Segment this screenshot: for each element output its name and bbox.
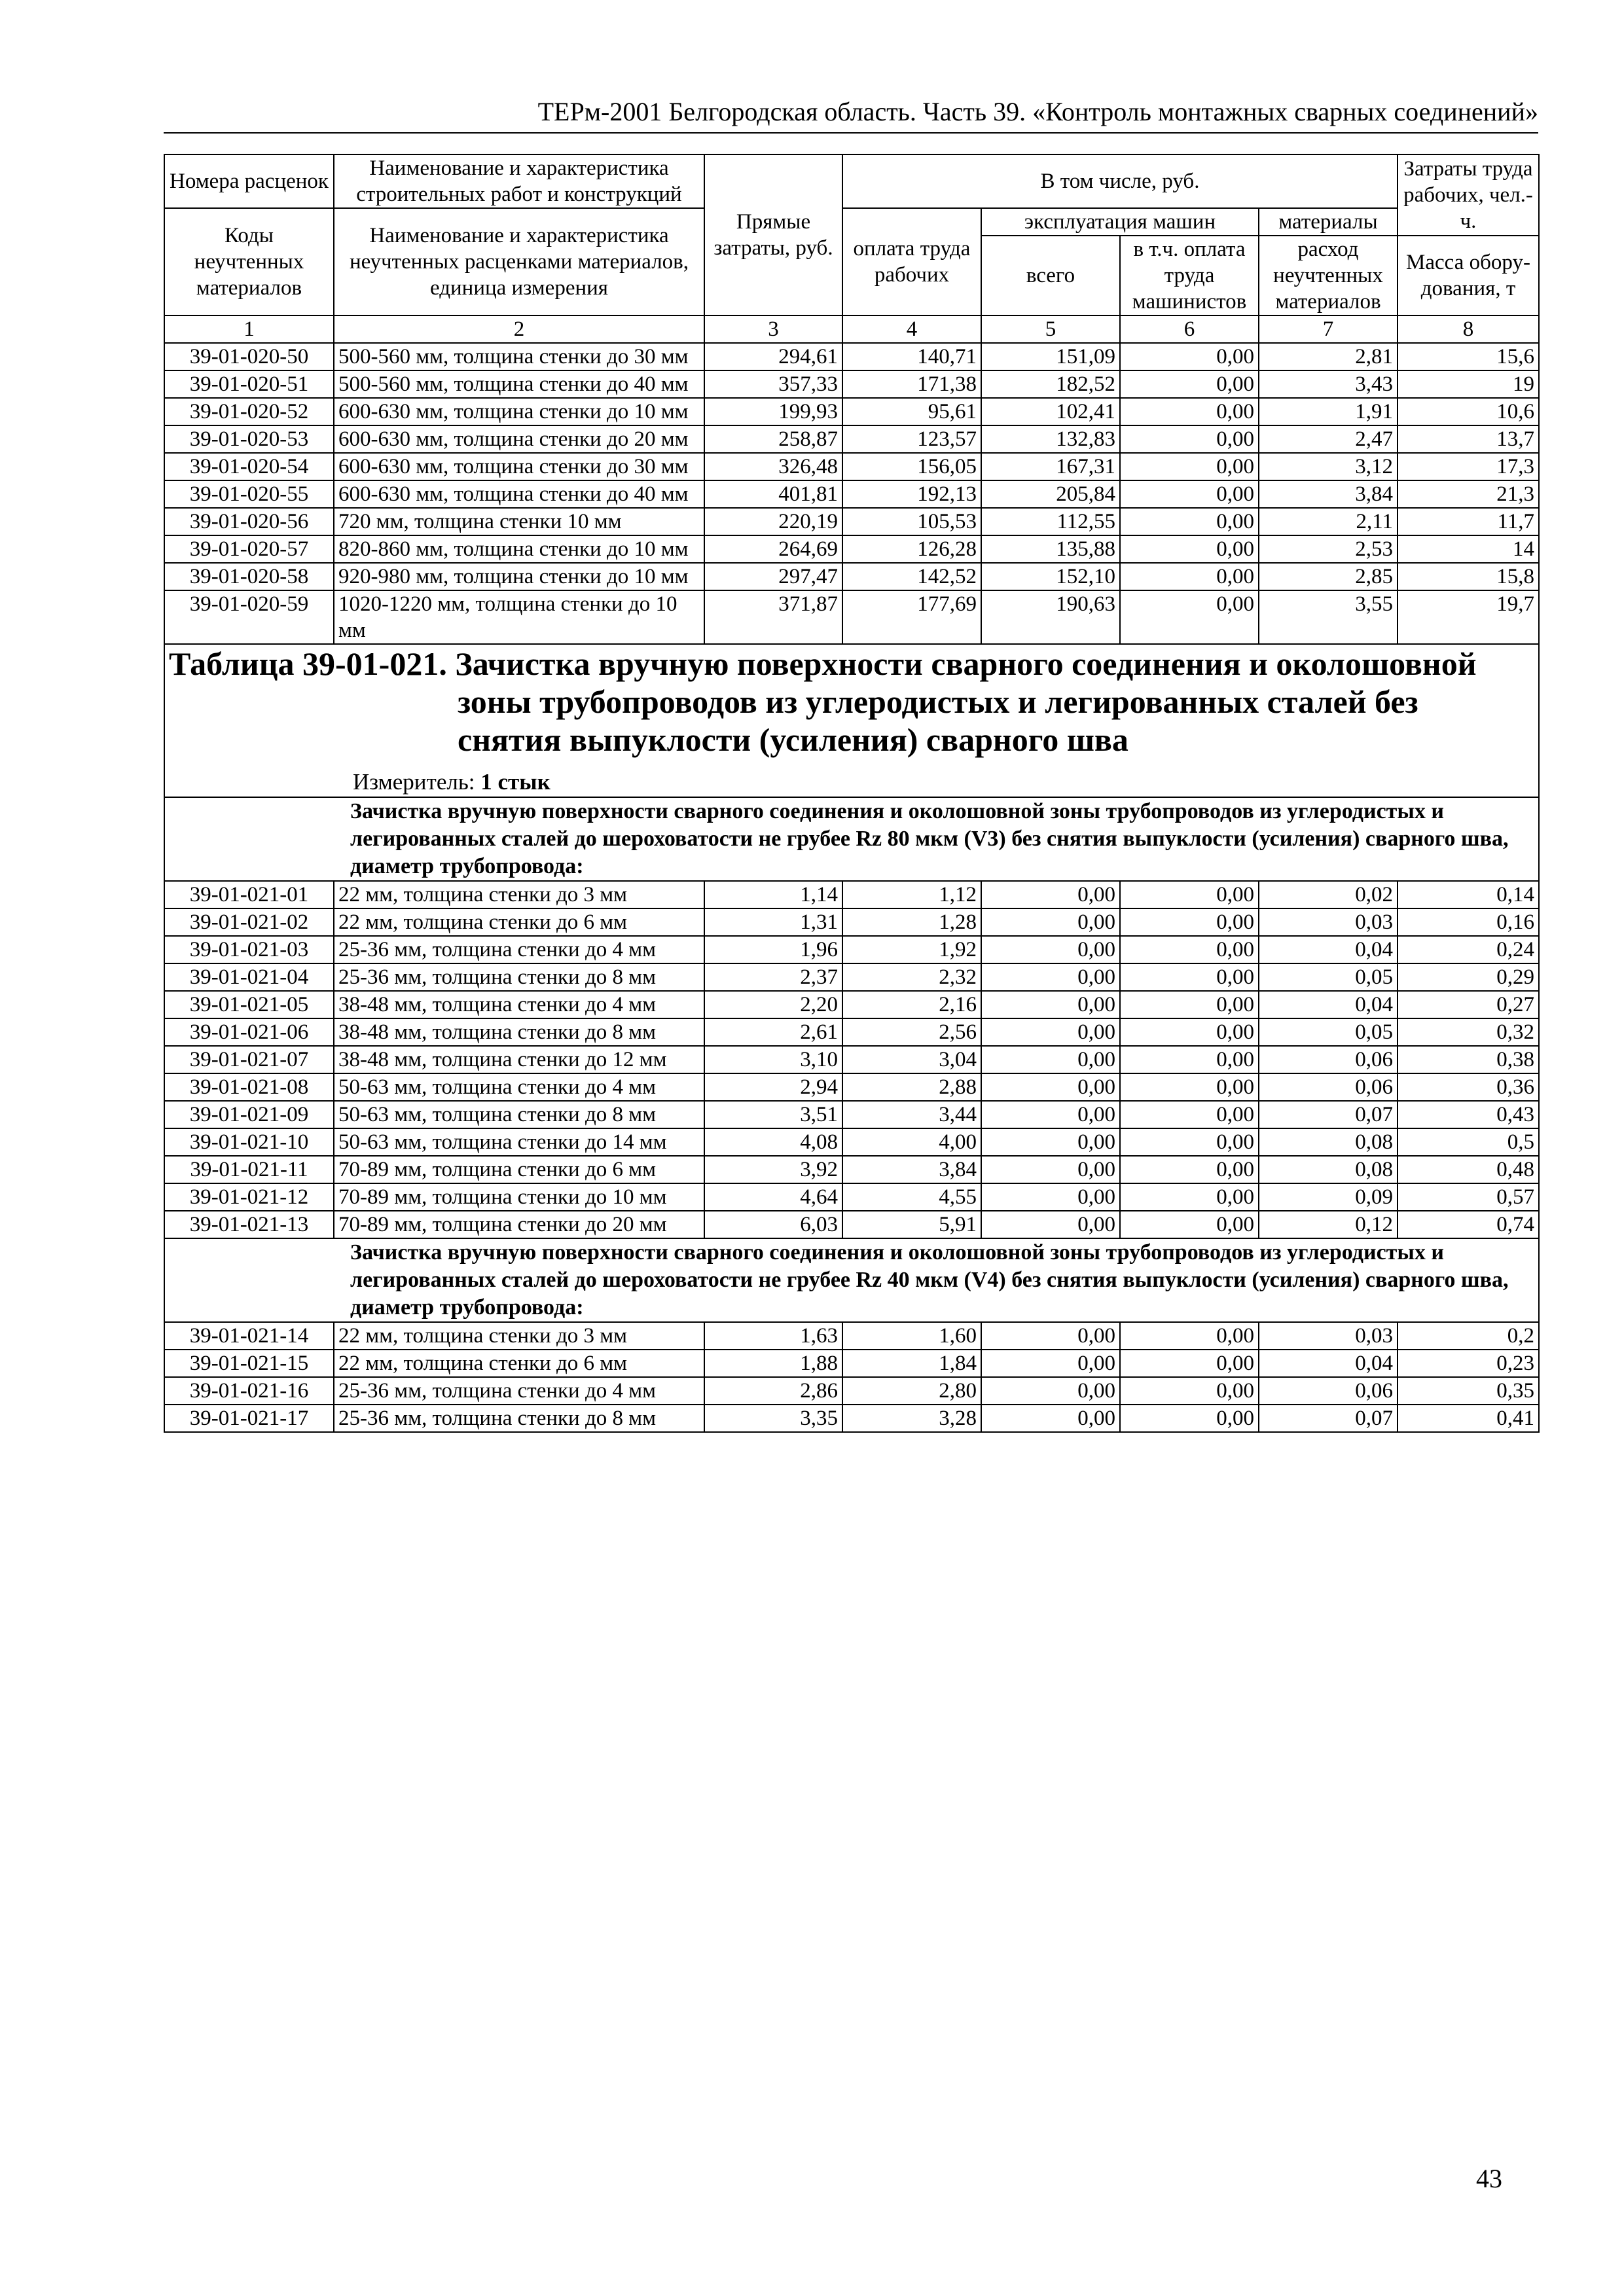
rate-code: 39-01-021-14 — [164, 1322, 334, 1350]
direct-cost-value: 357,33 — [704, 370, 842, 398]
materials-value: 0,04 — [1259, 936, 1398, 963]
machinist-pay-value: 0,00 — [1120, 963, 1259, 991]
table-row — [164, 398, 1539, 425]
col-name-bottom: Наименование и характеристика неучтенных расценками материалов, единица измерения — [334, 208, 704, 315]
machinist-pay-value: 0,00 — [1120, 1405, 1259, 1432]
direct-cost-value: 2,94 — [704, 1073, 842, 1101]
labor-pay-value: 156,05 — [842, 453, 981, 480]
labor-pay-value: 3,44 — [842, 1101, 981, 1128]
work-description: 22 мм, толщина стенки до 6 мм — [334, 1350, 704, 1377]
table-row — [164, 480, 1539, 508]
machines-total-value: 135,88 — [981, 535, 1120, 563]
subsection-heading-v4: Зачистка вручную поверхности сварного соединения и околошовной зоны трубопроводов из углеродистых и легированных сталей до шероховатости не грубее Rz 40 мкм (V4) без снятия выпуклости (усиления) сварного шва, диаметр трубопровода: — [164, 1238, 1539, 1322]
work-description: 22 мм, толщина стенки до 3 мм — [334, 1322, 704, 1350]
labor-hours-value: 0,2 — [1398, 1322, 1539, 1350]
labor-pay-value: 1,60 — [842, 1322, 981, 1350]
table-title-prefix: Таблица 39-01-021. — [169, 645, 447, 682]
labor-hours-value: 0,57 — [1398, 1183, 1539, 1211]
machinist-pay-value: 0,00 — [1120, 453, 1259, 480]
machinist-pay-value: 0,00 — [1120, 343, 1259, 370]
direct-cost-value: 326,48 — [704, 453, 842, 480]
labor-pay-value: 105,53 — [842, 508, 981, 535]
col-machines-total: всего — [981, 236, 1120, 315]
work-description: 1020-1220 мм, толщина стенки до 10 мм — [334, 590, 704, 644]
labor-pay-value: 1,92 — [842, 936, 981, 963]
direct-cost-value: 297,47 — [704, 563, 842, 590]
running-header: ТЕРм-2001 Белгородская область. Часть 39. «Контроль монтажных сварных соединений» — [164, 92, 1538, 134]
labor-hours-value: 0,35 — [1398, 1377, 1539, 1405]
direct-cost-value: 6,03 — [704, 1211, 842, 1238]
column-number: 5 — [981, 315, 1120, 343]
work-description: 25-36 мм, толщина стенки до 8 мм — [334, 963, 704, 991]
labor-hours-value: 0,23 — [1398, 1350, 1539, 1377]
table-row — [164, 1018, 1539, 1046]
machines-total-value: 0,00 — [981, 936, 1120, 963]
machines-total-value: 0,00 — [981, 1046, 1120, 1073]
labor-pay-value: 5,91 — [842, 1211, 981, 1238]
table-row — [164, 1322, 1539, 1350]
rate-code: 39-01-021-12 — [164, 1183, 334, 1211]
labor-hours-value: 19,7 — [1398, 590, 1539, 644]
rate-code: 39-01-020-51 — [164, 370, 334, 398]
direct-cost-value: 220,19 — [704, 508, 842, 535]
rate-code: 39-01-020-52 — [164, 398, 334, 425]
direct-cost-value: 1,88 — [704, 1350, 842, 1377]
materials-value: 0,06 — [1259, 1377, 1398, 1405]
column-number: 6 — [1120, 315, 1259, 343]
machines-total-value: 132,83 — [981, 425, 1120, 453]
machinist-pay-value: 0,00 — [1120, 480, 1259, 508]
machines-total-value: 0,00 — [981, 1073, 1120, 1101]
direct-cost-value: 401,81 — [704, 480, 842, 508]
table-row — [164, 963, 1539, 991]
machinist-pay-value: 0,00 — [1120, 936, 1259, 963]
rate-code: 39-01-021-10 — [164, 1128, 334, 1156]
machinist-pay-value: 0,00 — [1120, 1046, 1259, 1073]
labor-pay-value: 177,69 — [842, 590, 981, 644]
machines-total-value: 205,84 — [981, 480, 1120, 508]
machinist-pay-value: 0,00 — [1120, 1073, 1259, 1101]
machinist-pay-value: 0,00 — [1120, 1018, 1259, 1046]
labor-pay-value: 2,56 — [842, 1018, 981, 1046]
materials-value: 2,85 — [1259, 563, 1398, 590]
materials-value: 0,05 — [1259, 1018, 1398, 1046]
direct-cost-value: 199,93 — [704, 398, 842, 425]
labor-hours-value: 0,38 — [1398, 1046, 1539, 1073]
materials-value: 3,55 — [1259, 590, 1398, 644]
labor-pay-value: 2,80 — [842, 1377, 981, 1405]
col-code-bottom: Коды неучтенных материалов — [164, 208, 334, 315]
materials-value: 0,06 — [1259, 1073, 1398, 1101]
machines-total-value: 0,00 — [981, 1405, 1120, 1432]
labor-hours-value: 0,24 — [1398, 936, 1539, 963]
machines-total-value: 102,41 — [981, 398, 1120, 425]
direct-cost-value: 371,87 — [704, 590, 842, 644]
labor-pay-value: 126,28 — [842, 535, 981, 563]
work-description: 38-48 мм, толщина стенки до 4 мм — [334, 991, 704, 1018]
rate-code: 39-01-021-07 — [164, 1046, 334, 1073]
work-description: 25-36 мм, толщина стенки до 8 мм — [334, 1405, 704, 1432]
table-row — [164, 370, 1539, 398]
machinist-pay-value: 0,00 — [1120, 1101, 1259, 1128]
labor-pay-value: 4,00 — [842, 1128, 981, 1156]
table-title-line2: зоны трубопроводов из углеродистых и легированных сталей без — [458, 683, 1418, 720]
subsection-2 — [164, 1238, 1539, 1322]
table-row — [164, 1156, 1539, 1183]
machinist-pay-value: 0,00 — [1120, 590, 1259, 644]
work-description: 600-630 мм, толщина стенки до 20 мм — [334, 425, 704, 453]
column-number-row — [164, 315, 1539, 343]
direct-cost-value: 3,35 — [704, 1405, 842, 1432]
labor-pay-value: 1,28 — [842, 908, 981, 936]
machines-total-value: 0,00 — [981, 1156, 1120, 1183]
work-description: 500-560 мм, толщина стенки до 30 мм — [334, 343, 704, 370]
machines-total-value: 0,00 — [981, 1350, 1120, 1377]
work-description: 70-89 мм, толщина стенки до 10 мм — [334, 1183, 704, 1211]
rate-code: 39-01-020-54 — [164, 453, 334, 480]
rate-code: 39-01-020-59 — [164, 590, 334, 644]
labor-hours-value: 17,3 — [1398, 453, 1539, 480]
table-title-section — [164, 644, 1539, 797]
column-number: 8 — [1398, 315, 1539, 343]
machines-total-value: 182,52 — [981, 370, 1120, 398]
table-title — [169, 645, 1534, 759]
col-direct-costs: Прямые затраты, руб. — [704, 154, 842, 315]
table-row — [164, 881, 1539, 908]
work-description: 600-630 мм, толщина стенки до 30 мм — [334, 453, 704, 480]
machinist-pay-value: 0,00 — [1120, 908, 1259, 936]
machinist-pay-value: 0,00 — [1120, 1350, 1259, 1377]
direct-cost-value: 3,10 — [704, 1046, 842, 1073]
machines-total-value: 0,00 — [981, 908, 1120, 936]
rate-code: 39-01-021-05 — [164, 991, 334, 1018]
materials-value: 0,07 — [1259, 1101, 1398, 1128]
direct-cost-value: 2,86 — [704, 1377, 842, 1405]
labor-pay-value: 3,84 — [842, 1156, 981, 1183]
rate-code: 39-01-021-02 — [164, 908, 334, 936]
work-description: 920-980 мм, толщина стенки до 10 мм — [334, 563, 704, 590]
materials-value: 0,03 — [1259, 908, 1398, 936]
labor-hours-value: 0,74 — [1398, 1211, 1539, 1238]
table-row — [164, 1377, 1539, 1405]
machinist-pay-value: 0,00 — [1120, 1377, 1259, 1405]
unit-label: Измеритель: — [353, 769, 475, 795]
direct-cost-value: 3,92 — [704, 1156, 842, 1183]
col-labor-cost: Затраты труда рабочих, чел.-ч. — [1398, 154, 1539, 236]
table-row — [164, 425, 1539, 453]
materials-value: 0,08 — [1259, 1156, 1398, 1183]
work-description: 600-630 мм, толщина стенки до 40 мм — [334, 480, 704, 508]
labor-pay-value: 2,32 — [842, 963, 981, 991]
work-description: 500-560 мм, толщина стенки до 40 мм — [334, 370, 704, 398]
labor-pay-value: 192,13 — [842, 480, 981, 508]
labor-pay-value: 2,16 — [842, 991, 981, 1018]
table-row — [164, 1128, 1539, 1156]
materials-value: 0,09 — [1259, 1183, 1398, 1211]
table-row — [164, 1211, 1539, 1238]
table-row — [164, 535, 1539, 563]
materials-value: 0,04 — [1259, 1350, 1398, 1377]
machinist-pay-value: 0,00 — [1120, 563, 1259, 590]
rows-021-v3 — [164, 881, 1539, 1238]
rate-code: 39-01-021-15 — [164, 1350, 334, 1377]
table-row — [164, 1183, 1539, 1211]
machines-total-value: 0,00 — [981, 1128, 1120, 1156]
machines-total-value: 167,31 — [981, 453, 1120, 480]
rows-020 — [164, 343, 1539, 644]
table-row — [164, 1350, 1539, 1377]
machinist-pay-value: 0,00 — [1120, 508, 1259, 535]
labor-pay-value: 2,88 — [842, 1073, 981, 1101]
col-materials: материалы — [1259, 208, 1398, 236]
table-row — [164, 590, 1539, 644]
labor-hours-value: 0,36 — [1398, 1073, 1539, 1101]
table-row — [164, 991, 1539, 1018]
materials-value: 0,04 — [1259, 991, 1398, 1018]
labor-pay-value: 171,38 — [842, 370, 981, 398]
labor-pay-value: 1,84 — [842, 1350, 981, 1377]
col-name-top: Наименование и характеристика строительных работ и конструкций — [334, 154, 704, 208]
direct-cost-value: 2,61 — [704, 1018, 842, 1046]
machines-total-value: 152,10 — [981, 563, 1120, 590]
work-description: 50-63 мм, толщина стенки до 8 мм — [334, 1101, 704, 1128]
table-title-line3: снятия выпуклости (усиления) сварного шва — [458, 721, 1128, 758]
labor-hours-value: 0,41 — [1398, 1405, 1539, 1432]
rate-code: 39-01-021-17 — [164, 1405, 334, 1432]
direct-cost-value: 1,14 — [704, 881, 842, 908]
machinist-pay-value: 0,00 — [1120, 1211, 1259, 1238]
materials-value: 0,06 — [1259, 1046, 1398, 1073]
machines-total-value: 0,00 — [981, 1211, 1120, 1238]
work-description: 820-860 мм, толщина стенки до 10 мм — [334, 535, 704, 563]
unit-value: 1 стык — [480, 769, 550, 795]
direct-cost-value: 3,51 — [704, 1101, 842, 1128]
rate-code: 39-01-020-58 — [164, 563, 334, 590]
work-description: 50-63 мм, толщина стенки до 4 мм — [334, 1073, 704, 1101]
col-code-top: Номера расценок — [164, 154, 334, 208]
column-number: 4 — [842, 315, 981, 343]
labor-pay-value: 123,57 — [842, 425, 981, 453]
labor-pay-value: 3,28 — [842, 1405, 981, 1432]
materials-value: 0,05 — [1259, 963, 1398, 991]
labor-hours-value: 15,6 — [1398, 343, 1539, 370]
materials-value: 3,84 — [1259, 480, 1398, 508]
column-number: 7 — [1259, 315, 1398, 343]
rows-021-v4 — [164, 1322, 1539, 1432]
machines-total-value: 0,00 — [981, 1322, 1120, 1350]
machinist-pay-value: 0,00 — [1120, 535, 1259, 563]
rates-table — [164, 154, 1540, 1433]
labor-hours-value: 0,43 — [1398, 1101, 1539, 1128]
machines-total-value: 151,09 — [981, 343, 1120, 370]
machinist-pay-value: 0,00 — [1120, 1322, 1259, 1350]
labor-hours-value: 0,14 — [1398, 881, 1539, 908]
rate-code: 39-01-021-16 — [164, 1377, 334, 1405]
materials-value: 2,47 — [1259, 425, 1398, 453]
direct-cost-value: 2,20 — [704, 991, 842, 1018]
table-row — [164, 1073, 1539, 1101]
machines-total-value: 0,00 — [981, 1018, 1120, 1046]
table-row — [164, 1101, 1539, 1128]
machines-total-value: 0,00 — [981, 991, 1120, 1018]
table-row — [164, 563, 1539, 590]
labor-pay-value: 3,04 — [842, 1046, 981, 1073]
materials-value: 0,12 — [1259, 1211, 1398, 1238]
direct-cost-value: 2,37 — [704, 963, 842, 991]
machines-total-value: 0,00 — [981, 1101, 1120, 1128]
labor-hours-value: 14 — [1398, 535, 1539, 563]
subsection-1 — [164, 797, 1539, 881]
rate-code: 39-01-021-08 — [164, 1073, 334, 1101]
machinist-pay-value: 0,00 — [1120, 398, 1259, 425]
rate-code: 39-01-020-57 — [164, 535, 334, 563]
materials-value: 0,02 — [1259, 881, 1398, 908]
labor-hours-value: 0,5 — [1398, 1128, 1539, 1156]
machines-total-value: 0,00 — [981, 1183, 1120, 1211]
machinist-pay-value: 0,00 — [1120, 881, 1259, 908]
work-description: 22 мм, толщина стенки до 6 мм — [334, 908, 704, 936]
table-title-line1: Зачистка вручную поверхности сварного соединения и околошовной — [455, 645, 1477, 682]
col-machines: эксплуатация машин — [981, 208, 1259, 236]
work-description: 600-630 мм, толщина стенки до 10 мм — [334, 398, 704, 425]
labor-hours-value: 0,27 — [1398, 991, 1539, 1018]
col-material-usage: расход неучтенных материалов — [1259, 236, 1398, 315]
table-title-cell — [164, 644, 1539, 797]
labor-hours-value: 19 — [1398, 370, 1539, 398]
labor-hours-value: 0,29 — [1398, 963, 1539, 991]
materials-value: 3,12 — [1259, 453, 1398, 480]
labor-pay-value: 95,61 — [842, 398, 981, 425]
materials-value: 2,53 — [1259, 535, 1398, 563]
page-number: 43 — [1476, 2164, 1502, 2193]
direct-cost-value: 4,64 — [704, 1183, 842, 1211]
materials-value: 0,08 — [1259, 1128, 1398, 1156]
column-number: 2 — [334, 315, 704, 343]
machinist-pay-value: 0,00 — [1120, 370, 1259, 398]
work-description: 70-89 мм, толщина стенки до 6 мм — [334, 1156, 704, 1183]
direct-cost-value: 264,69 — [704, 535, 842, 563]
labor-hours-value: 13,7 — [1398, 425, 1539, 453]
table-row — [164, 1405, 1539, 1432]
table-row — [164, 343, 1539, 370]
col-equipment-mass: Масса обору-дования, т — [1398, 236, 1539, 315]
table-head — [164, 154, 1539, 343]
machines-total-value: 0,00 — [981, 963, 1120, 991]
rate-code: 39-01-021-11 — [164, 1156, 334, 1183]
labor-hours-value: 0,16 — [1398, 908, 1539, 936]
direct-cost-value: 1,63 — [704, 1322, 842, 1350]
materials-value: 2,11 — [1259, 508, 1398, 535]
table-row — [164, 936, 1539, 963]
labor-pay-value: 140,71 — [842, 343, 981, 370]
machines-total-value: 190,63 — [981, 590, 1120, 644]
column-number: 3 — [704, 315, 842, 343]
work-description: 70-89 мм, толщина стенки до 20 мм — [334, 1211, 704, 1238]
labor-hours-value: 11,7 — [1398, 508, 1539, 535]
machinist-pay-value: 0,00 — [1120, 1128, 1259, 1156]
rate-code: 39-01-021-01 — [164, 881, 334, 908]
rate-code: 39-01-020-50 — [164, 343, 334, 370]
machines-total-value: 112,55 — [981, 508, 1120, 535]
col-including: В том числе, руб. — [842, 154, 1398, 208]
col-machinist-pay: в т.ч. оплата труда машинистов — [1120, 236, 1259, 315]
labor-hours-value: 21,3 — [1398, 480, 1539, 508]
machines-total-value: 0,00 — [981, 881, 1120, 908]
labor-pay-value: 4,55 — [842, 1183, 981, 1211]
machinist-pay-value: 0,00 — [1120, 425, 1259, 453]
rate-code: 39-01-021-03 — [164, 936, 334, 963]
rate-code: 39-01-021-13 — [164, 1211, 334, 1238]
rate-code: 39-01-021-09 — [164, 1101, 334, 1128]
direct-cost-value: 1,31 — [704, 908, 842, 936]
labor-pay-value: 1,12 — [842, 881, 981, 908]
rate-code: 39-01-020-56 — [164, 508, 334, 535]
work-description: 720 мм, толщина стенки 10 мм — [334, 508, 704, 535]
materials-value: 0,03 — [1259, 1322, 1398, 1350]
machinist-pay-value: 0,00 — [1120, 1156, 1259, 1183]
direct-cost-value: 258,87 — [704, 425, 842, 453]
work-description: 22 мм, толщина стенки до 3 мм — [334, 881, 704, 908]
table-row — [164, 908, 1539, 936]
table-row — [164, 1046, 1539, 1073]
col-labor-pay: оплата труда рабочих — [842, 208, 981, 315]
column-number: 1 — [164, 315, 334, 343]
rate-code: 39-01-020-53 — [164, 425, 334, 453]
table-row — [164, 508, 1539, 535]
machinist-pay-value: 0,00 — [1120, 991, 1259, 1018]
machinist-pay-value: 0,00 — [1120, 1183, 1259, 1211]
materials-value: 0,07 — [1259, 1405, 1398, 1432]
subsection-heading-v3: Зачистка вручную поверхности сварного соединения и околошовной зоны трубопроводов из углеродистых и легированных сталей до шероховатости не грубее Rz 80 мкм (V3) без снятия выпуклости (усиления) сварного шва, диаметр трубопровода: — [164, 797, 1539, 881]
machines-total-value: 0,00 — [981, 1377, 1120, 1405]
rate-code: 39-01-021-06 — [164, 1018, 334, 1046]
direct-cost-value: 4,08 — [704, 1128, 842, 1156]
work-description: 25-36 мм, толщина стенки до 4 мм — [334, 936, 704, 963]
direct-cost-value: 1,96 — [704, 936, 842, 963]
labor-hours-value: 10,6 — [1398, 398, 1539, 425]
work-description: 50-63 мм, толщина стенки до 14 мм — [334, 1128, 704, 1156]
work-description: 25-36 мм, толщина стенки до 4 мм — [334, 1377, 704, 1405]
rate-code: 39-01-020-55 — [164, 480, 334, 508]
work-description: 38-48 мм, толщина стенки до 8 мм — [334, 1018, 704, 1046]
table-row — [164, 453, 1539, 480]
materials-value: 3,43 — [1259, 370, 1398, 398]
labor-hours-value: 15,8 — [1398, 563, 1539, 590]
unit-of-measure — [353, 768, 1534, 797]
labor-pay-value: 142,52 — [842, 563, 981, 590]
rate-code: 39-01-021-04 — [164, 963, 334, 991]
materials-value: 1,91 — [1259, 398, 1398, 425]
materials-value: 2,81 — [1259, 343, 1398, 370]
labor-hours-value: 0,48 — [1398, 1156, 1539, 1183]
direct-cost-value: 294,61 — [704, 343, 842, 370]
labor-hours-value: 0,32 — [1398, 1018, 1539, 1046]
work-description: 38-48 мм, толщина стенки до 12 мм — [334, 1046, 704, 1073]
